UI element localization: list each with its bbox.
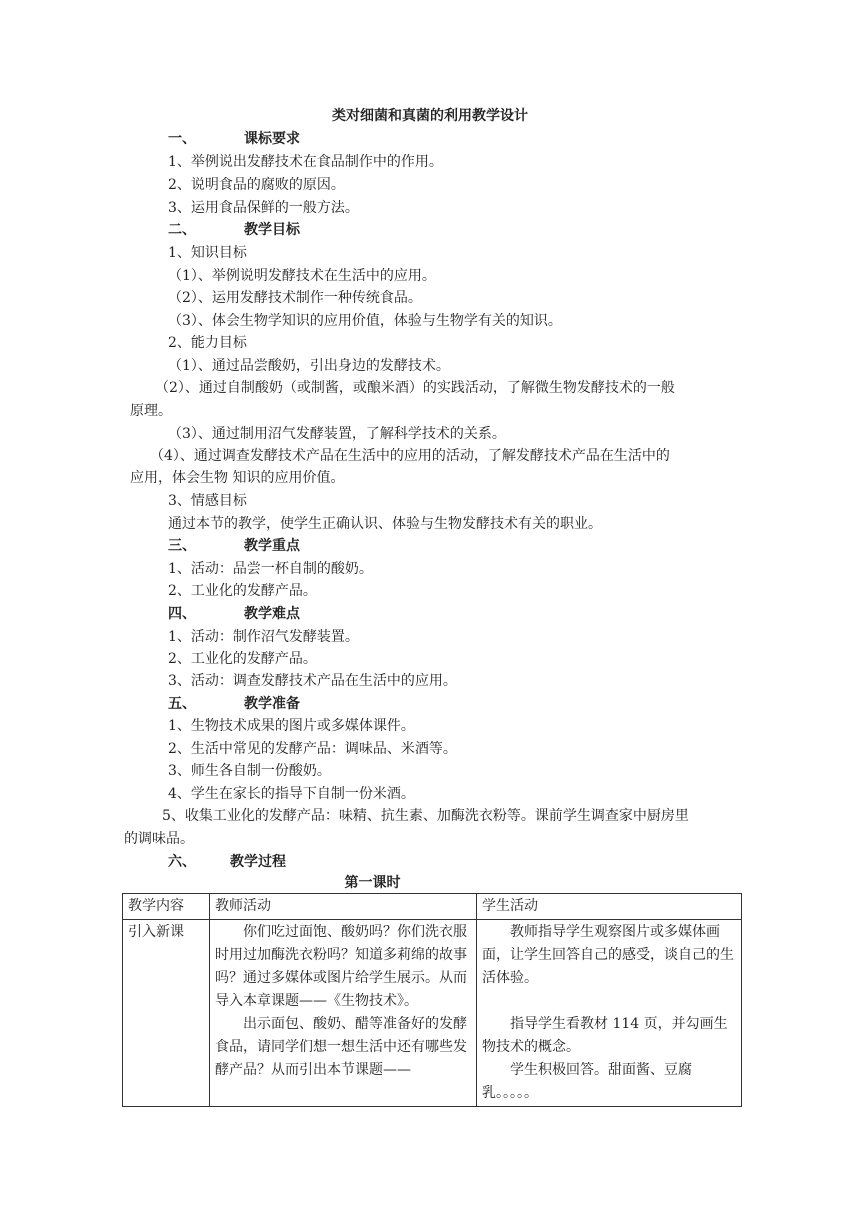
section-title: 教学过程 [230, 854, 286, 870]
list-item: 2、工业化的发酵产品。 [168, 583, 317, 599]
list-item: 1、生物技术成果的图片或多媒体课件。 [168, 718, 415, 734]
section-title: 教学难点 [244, 606, 300, 622]
section-number: 五、 [168, 696, 196, 712]
section-number: 一、 [168, 131, 196, 147]
list-item: 4、学生在家长的指导下自制一份米酒。 [168, 786, 415, 802]
subsection-heading: 2、能力目标 [168, 335, 247, 351]
list-item: 3、运用食品保鲜的一般方法。 [168, 200, 359, 216]
student-paragraph: 指导学生看教材 114 页，并勾画生物技术的概念。 [482, 1016, 728, 1055]
list-item: 1、活动：品尝一杯自制的酸奶。 [168, 561, 373, 577]
section-heading-6 [168, 852, 286, 872]
list-item: （1）、通过品尝酸奶，引出身边的发酵技术。 [168, 358, 450, 374]
list-item: （3）、通过制用沼气发酵装置，了解科学技术的关系。 [168, 426, 506, 442]
list-item: （2）、通过自制酸奶（或制酱，或酿米酒）的实践活动，了解微生物发酵技术的一般 [155, 380, 675, 396]
student-activity-cell [477, 920, 742, 1107]
section-heading-4 [168, 604, 300, 624]
list-item: （4）、通过调查发酵技术产品在生活中的应用的活动，了解发酵技术产品在生活中的 [150, 448, 670, 464]
list-item-continuation: 的调味品。 [124, 831, 194, 847]
teaching-process-table [122, 893, 742, 1107]
list-item: （3）、体会生物学知识的应用价值，体验与生物学有关的知识。 [168, 313, 562, 329]
section-title: 教学目标 [244, 222, 300, 238]
paragraph: 通过本节的教学，使学生正确认识、体验与生物发酵技术有关的职业。 [168, 516, 602, 532]
table-row [123, 920, 742, 1107]
subsection-heading: 3、情感目标 [168, 493, 247, 509]
list-item-continuation: 原理。 [130, 403, 172, 419]
teacher-paragraph: 出示面包、酸奶、醋等准备好的发酵食品，请同学们想一想生活中还有哪些发酵产品？从而引出本节课题—— [215, 1016, 467, 1078]
header-cell: 教学内容 [123, 894, 210, 920]
header-cell: 学生活动 [477, 894, 742, 920]
section-heading-2 [168, 220, 300, 240]
teacher-activity-cell [210, 920, 477, 1107]
section-number: 二、 [168, 222, 196, 238]
section-title: 教学准备 [244, 696, 300, 712]
list-item: 2、说明食品的腐败的原因。 [168, 177, 345, 193]
list-item: 3、师生各自制一份酸奶。 [168, 763, 331, 779]
section-heading-5 [168, 694, 300, 714]
section-number: 六、 [168, 854, 196, 870]
section-number: 四、 [168, 606, 196, 622]
list-item-continuation: 应用，体会生物 知识的应用价值。 [130, 470, 345, 486]
subsection-heading: 1、知识目标 [168, 245, 247, 261]
document-title: 类对细菌和真菌的利用教学设计 [332, 108, 528, 124]
student-paragraph: 学生积极回答。甜面酱、豆腐乳。。。。。 [482, 1062, 692, 1101]
table-header-row [123, 894, 742, 920]
list-item: 2、生活中常见的发酵产品：调味品、米酒等。 [168, 741, 457, 757]
lesson-title: 第一课时 [344, 875, 401, 891]
content-cell: 引入新课 [123, 920, 210, 1107]
list-item: （2）、运用发酵技术制作一种传统食品。 [168, 290, 422, 306]
student-paragraph: 教师指导学生观察图片或多媒体画面，让学生回答自己的感受，谈自己的生活体验。 [482, 924, 734, 986]
section-heading-1 [168, 129, 300, 149]
list-item: （1）、举例说明发酵技术在生活中的应用。 [168, 268, 436, 284]
list-item: 2、工业化的发酵产品。 [168, 651, 317, 667]
list-item: 5、收集工业化的发酵产品：味精、抗生素、加酶洗衣粉等。课前学生调查家中厨房里 [162, 808, 689, 824]
header-cell: 教师活动 [210, 894, 477, 920]
list-item: 1、举例说出发酵技术在食品制作中的作用。 [168, 154, 443, 170]
section-title: 课标要求 [244, 131, 300, 147]
section-title: 教学重点 [244, 538, 300, 554]
teacher-paragraph: 你们吃过面饱、酸奶吗？你们洗衣服时用过加酶洗衣粉吗？知道多莉绵的故事吗？通过多媒体或图片给学生展示。从而导入本章课题——《生物技术》。 [215, 924, 467, 1009]
section-heading-3 [168, 536, 300, 556]
list-item: 1、活动：制作沼气发酵装置。 [168, 629, 359, 645]
section-number: 三、 [168, 538, 196, 554]
list-item: 3、活动：调查发酵技术产品在生活中的应用。 [168, 673, 457, 689]
